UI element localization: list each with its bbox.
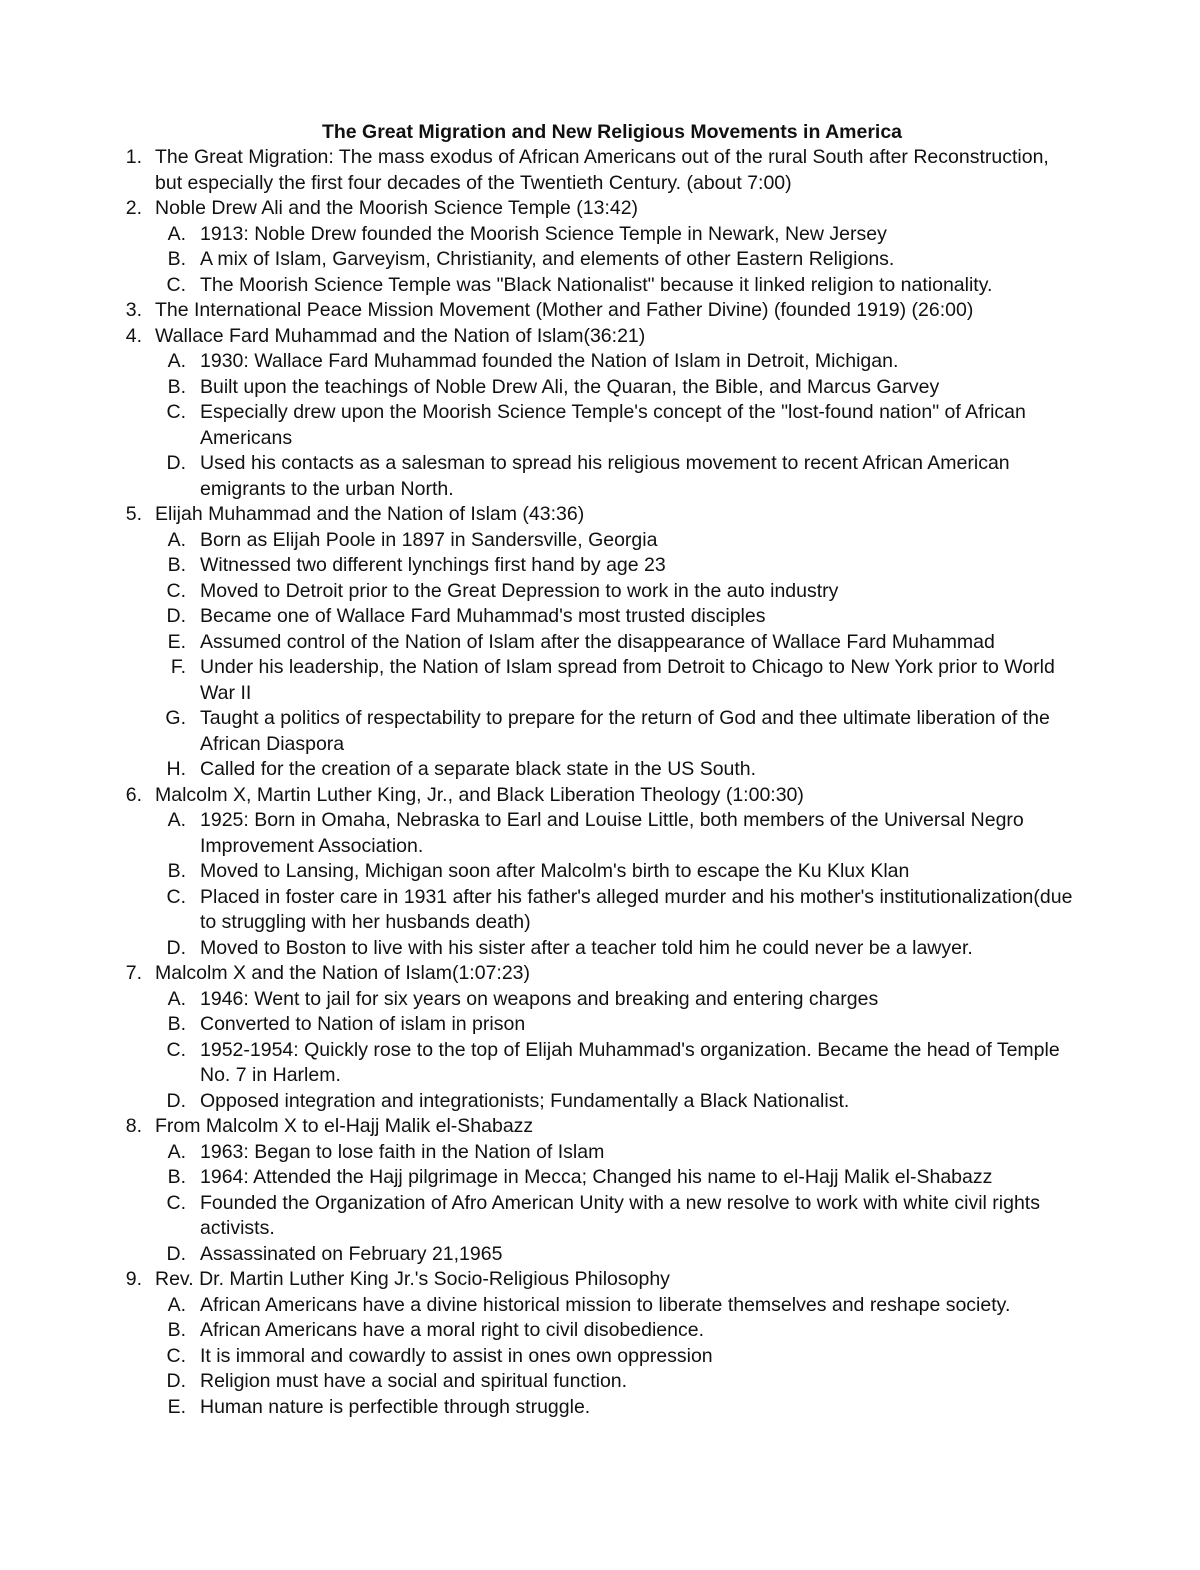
sub-outline-item-letter: A. bbox=[167, 987, 186, 1010]
outline-item-number: 4. bbox=[125, 324, 142, 347]
sub-outline-item bbox=[0, 528, 1074, 554]
sub-outline-item-text: 1925: Born in Omaha, Nebraska to Earl and Louise Little, both members of the Universal Negro Improvement Association. bbox=[200, 809, 1024, 857]
sub-outline-item-text: Under his leadership, the Nation of Islam spread from Detroit to Chicago to New York prior to World War II bbox=[200, 656, 1055, 704]
sub-outline-item-text: Used his contacts as a salesman to spread his religious movement to recent African American emigrants to the urban North. bbox=[200, 452, 1010, 500]
sub-outline-item-letter: C. bbox=[166, 885, 186, 908]
sub-outline-item-text: 1964: Attended the Hajj pilgrimage in Mecca; Changed his name to el-Hajj Malik el-Shabazz bbox=[200, 1166, 993, 1188]
outline-item-body bbox=[155, 1267, 1074, 1420]
sub-outline-item bbox=[0, 1191, 1074, 1242]
sub-outline-item-letter: D. bbox=[166, 936, 186, 959]
sub-outline-item-text: Moved to Boston to live with his sister after a teacher told him he could never be a lawyer. bbox=[200, 936, 973, 959]
outline-item bbox=[0, 1267, 1200, 1420]
outline-list bbox=[0, 145, 1200, 1420]
sub-outline-item-text: African Americans have a divine historical mission to liberate themselves and reshape society. bbox=[200, 1293, 1011, 1316]
sub-outline-item-text: Human nature is perfectible through struggle. bbox=[200, 1395, 591, 1418]
sub-outline-item-letter: G. bbox=[165, 707, 186, 729]
sub-outline-item-letter: B. bbox=[167, 860, 186, 882]
outline-item-body bbox=[155, 196, 1074, 298]
sub-outline-item bbox=[0, 1293, 1074, 1319]
sub-outline-item-letter: D. bbox=[166, 605, 186, 627]
sub-outline-item bbox=[0, 859, 1074, 885]
sub-outline-item bbox=[0, 1140, 1074, 1166]
sub-outline-list bbox=[0, 987, 1074, 1115]
sub-outline-item-text: Converted to Nation of islam in prison bbox=[200, 1013, 526, 1035]
sub-outline-item-text: It is immoral and cowardly to assist in ones own oppression bbox=[200, 1344, 713, 1367]
outline-item-body bbox=[155, 1114, 1074, 1267]
sub-outline-item-letter: A. bbox=[167, 528, 186, 551]
sub-outline-item-letter: B. bbox=[167, 248, 186, 270]
sub-outline-list bbox=[0, 528, 1074, 783]
sub-outline-item-letter: D. bbox=[166, 1089, 186, 1112]
sub-outline-list bbox=[0, 349, 1074, 502]
sub-outline-item-letter: C. bbox=[166, 579, 186, 602]
outline-item-body bbox=[155, 783, 1074, 962]
outline-item-body bbox=[155, 324, 1074, 503]
sub-outline-item-letter: D. bbox=[166, 452, 186, 474]
sub-outline-item-text: Religion must have a social and spiritual function. bbox=[200, 1370, 628, 1392]
outline-item-text: Noble Drew Ali and the Moorish Science Temple (13:42) bbox=[155, 197, 639, 219]
sub-outline-list bbox=[0, 1293, 1074, 1421]
sub-outline-item-letter: C. bbox=[166, 1038, 186, 1061]
document-title: The Great Migration and New Religious Movements in America bbox=[321, 121, 903, 143]
sub-outline-item bbox=[0, 757, 1074, 783]
outline-item bbox=[0, 196, 1200, 298]
sub-outline-item bbox=[0, 1038, 1074, 1089]
sub-outline-item-text: Taught a politics of respectability to prepare for the return of God and thee ultimate liberation of the African Diaspora bbox=[200, 707, 1050, 755]
outline-item-body bbox=[155, 145, 1074, 196]
sub-outline-item bbox=[0, 451, 1074, 502]
sub-outline-list bbox=[0, 1140, 1074, 1268]
sub-outline-item-text: Assassinated on February 21,1965 bbox=[200, 1242, 503, 1265]
sub-outline-item-letter: A. bbox=[167, 222, 186, 245]
outline-item-number: 8. bbox=[125, 1115, 142, 1137]
sub-outline-item-letter: B. bbox=[167, 554, 186, 576]
sub-outline-item-letter: A. bbox=[167, 1140, 186, 1163]
sub-outline-item-letter: B. bbox=[167, 1319, 186, 1341]
sub-outline-item-letter: C. bbox=[166, 1191, 186, 1214]
sub-outline-item-text: 1946: Went to jail for six years on weapons and breaking and entering charges bbox=[200, 987, 879, 1010]
sub-outline-item bbox=[0, 222, 1074, 248]
sub-outline-item-text: Born as Elijah Poole in 1897 in Sandersville, Georgia bbox=[200, 528, 658, 551]
sub-outline-item-text: African Americans have a moral right to civil disobedience. bbox=[200, 1319, 704, 1341]
sub-outline-item bbox=[0, 349, 1074, 375]
outline-item-body bbox=[155, 298, 1074, 324]
sub-outline-item-letter: A. bbox=[167, 350, 186, 372]
outline-item-text: Rev. Dr. Martin Luther King Jr.'s Socio-Religious Philosophy bbox=[155, 1268, 670, 1290]
sub-outline-item-letter: A. bbox=[167, 809, 186, 831]
sub-outline-item-text: The Moorish Science Temple was "Black Nationalist" because it linked religion to nationality. bbox=[200, 273, 993, 296]
sub-outline-item bbox=[0, 400, 1074, 451]
sub-outline-item-text: Opposed integration and integrationists; Fundamentally a Black Nationalist. bbox=[200, 1089, 850, 1112]
sub-outline-item-letter: B. bbox=[167, 1013, 186, 1035]
sub-outline-item bbox=[0, 1242, 1074, 1268]
sub-outline-item-text: Assumed control of the Nation of Islam after the disappearance of Wallace Fard Muhammad bbox=[200, 630, 995, 653]
sub-outline-item bbox=[0, 885, 1074, 936]
sub-outline-item bbox=[0, 1165, 1074, 1191]
sub-outline-item-text: Called for the creation of a separate black state in the US South. bbox=[200, 758, 757, 780]
sub-outline-item-letter: H. bbox=[166, 758, 186, 780]
sub-outline-item bbox=[0, 375, 1074, 401]
sub-outline-list bbox=[0, 808, 1074, 961]
sub-outline-item bbox=[0, 273, 1074, 299]
sub-outline-item-letter: D. bbox=[166, 1242, 186, 1265]
sub-outline-item bbox=[0, 987, 1074, 1013]
sub-outline-item-text: Became one of Wallace Fard Muhammad's most trusted disciples bbox=[200, 605, 766, 627]
sub-outline-item bbox=[0, 604, 1074, 630]
sub-outline-item-letter: B. bbox=[167, 375, 186, 398]
sub-outline-item-letter: E. bbox=[167, 630, 186, 653]
outline-item-number: 3. bbox=[125, 299, 142, 321]
outline-item bbox=[0, 298, 1200, 324]
sub-outline-item bbox=[0, 1089, 1074, 1115]
sub-outline-item bbox=[0, 706, 1074, 757]
outline-item-text: Elijah Muhammad and the Nation of Islam (43:36) bbox=[155, 503, 585, 525]
sub-outline-item-text: 1952-1954: Quickly rose to the top of Elijah Muhammad's organization. Became the head of Temple No. 7 in Harlem. bbox=[200, 1038, 1060, 1086]
sub-outline-list bbox=[0, 222, 1074, 299]
outline-item bbox=[0, 324, 1200, 503]
outline-item bbox=[0, 783, 1200, 962]
outline-item-number: 7. bbox=[125, 962, 142, 984]
sub-outline-item bbox=[0, 630, 1074, 656]
outline-item bbox=[0, 1114, 1200, 1267]
outline-item-number: 1. bbox=[125, 146, 142, 168]
outline-item-number: 2. bbox=[125, 197, 142, 219]
outline-item-body bbox=[155, 502, 1074, 783]
sub-outline-item-letter: B. bbox=[167, 1166, 186, 1188]
sub-outline-item-letter: F. bbox=[170, 656, 186, 678]
sub-outline-item bbox=[0, 1369, 1074, 1395]
sub-outline-item bbox=[0, 936, 1074, 962]
sub-outline-item-text: 1963: Began to lose faith in the Nation of Islam bbox=[200, 1140, 605, 1163]
sub-outline-item-text: A mix of Islam, Garveyism, Christianity, and elements of other Eastern Religions. bbox=[200, 248, 895, 270]
sub-outline-item bbox=[0, 1395, 1074, 1421]
sub-outline-item-text: 1930: Wallace Fard Muhammad founded the Nation of Islam in Detroit, Michigan. bbox=[200, 350, 899, 372]
sub-outline-item bbox=[0, 1344, 1074, 1370]
sub-outline-item-letter: C. bbox=[166, 401, 186, 423]
sub-outline-item bbox=[0, 655, 1074, 706]
outline-item-number: 6. bbox=[125, 783, 142, 806]
sub-outline-item bbox=[0, 579, 1074, 605]
sub-outline-item-text: Placed in foster care in 1931 after his father's alleged murder and his mother's institutionalization(due to struggling with her husbands death) bbox=[200, 885, 1073, 933]
sub-outline-item bbox=[0, 553, 1074, 579]
sub-outline-item bbox=[0, 1012, 1074, 1038]
sub-outline-item bbox=[0, 247, 1074, 273]
sub-outline-item-letter: C. bbox=[166, 273, 186, 296]
outline-item-text: The International Peace Mission Movement (Mother and Father Divine) (founded 1919) (26:00) bbox=[155, 299, 974, 321]
sub-outline-item bbox=[0, 808, 1074, 859]
sub-outline-item bbox=[0, 1318, 1074, 1344]
outline-item-text: The Great Migration: The mass exodus of African Americans out of the rural South after Reconstruction, but especially the first four decades of the Twentieth Century. (about 7:00) bbox=[155, 146, 1049, 194]
outline-item-number: 5. bbox=[125, 503, 142, 525]
sub-outline-item-text: Founded the Organization of Afro American Unity with a new resolve to work with white civil rights activists. bbox=[200, 1191, 1040, 1239]
outline-item-text: From Malcolm X to el-Hajj Malik el-Shabazz bbox=[155, 1115, 534, 1137]
outline-item-number: 9. bbox=[125, 1268, 142, 1290]
outline-item-text: Malcolm X, Martin Luther King, Jr., and Black Liberation Theology (1:00:30) bbox=[155, 783, 804, 806]
sub-outline-item-letter: C. bbox=[166, 1344, 186, 1367]
sub-outline-item-text: Especially drew upon the Moorish Science Temple's concept of the "lost-found nation" of African Americans bbox=[200, 401, 1026, 449]
sub-outline-item-text: Built upon the teachings of Noble Drew Ali, the Quaran, the Bible, and Marcus Garvey bbox=[200, 375, 940, 398]
outline-item bbox=[0, 502, 1200, 783]
outline-item-text: Wallace Fard Muhammad and the Nation of Islam(36:21) bbox=[155, 324, 646, 347]
sub-outline-item-letter: E. bbox=[167, 1395, 186, 1418]
outline-item bbox=[0, 145, 1200, 196]
sub-outline-item-text: 1913: Noble Drew founded the Moorish Science Temple in Newark, New Jersey bbox=[200, 222, 887, 245]
sub-outline-item-text: Witnessed two different lynchings first hand by age 23 bbox=[200, 554, 666, 576]
outline-item-body bbox=[155, 961, 1074, 1114]
outline-item-text: Malcolm X and the Nation of Islam(1:07:23) bbox=[155, 962, 531, 984]
sub-outline-item-letter: D. bbox=[166, 1370, 186, 1392]
outline-item bbox=[0, 961, 1200, 1114]
sub-outline-item-text: Moved to Lansing, Michigan soon after Malcolm's birth to escape the Ku Klux Klan bbox=[200, 860, 910, 882]
sub-outline-item-text: Moved to Detroit prior to the Great Depression to work in the auto industry bbox=[200, 579, 839, 602]
sub-outline-item-letter: A. bbox=[167, 1293, 186, 1316]
